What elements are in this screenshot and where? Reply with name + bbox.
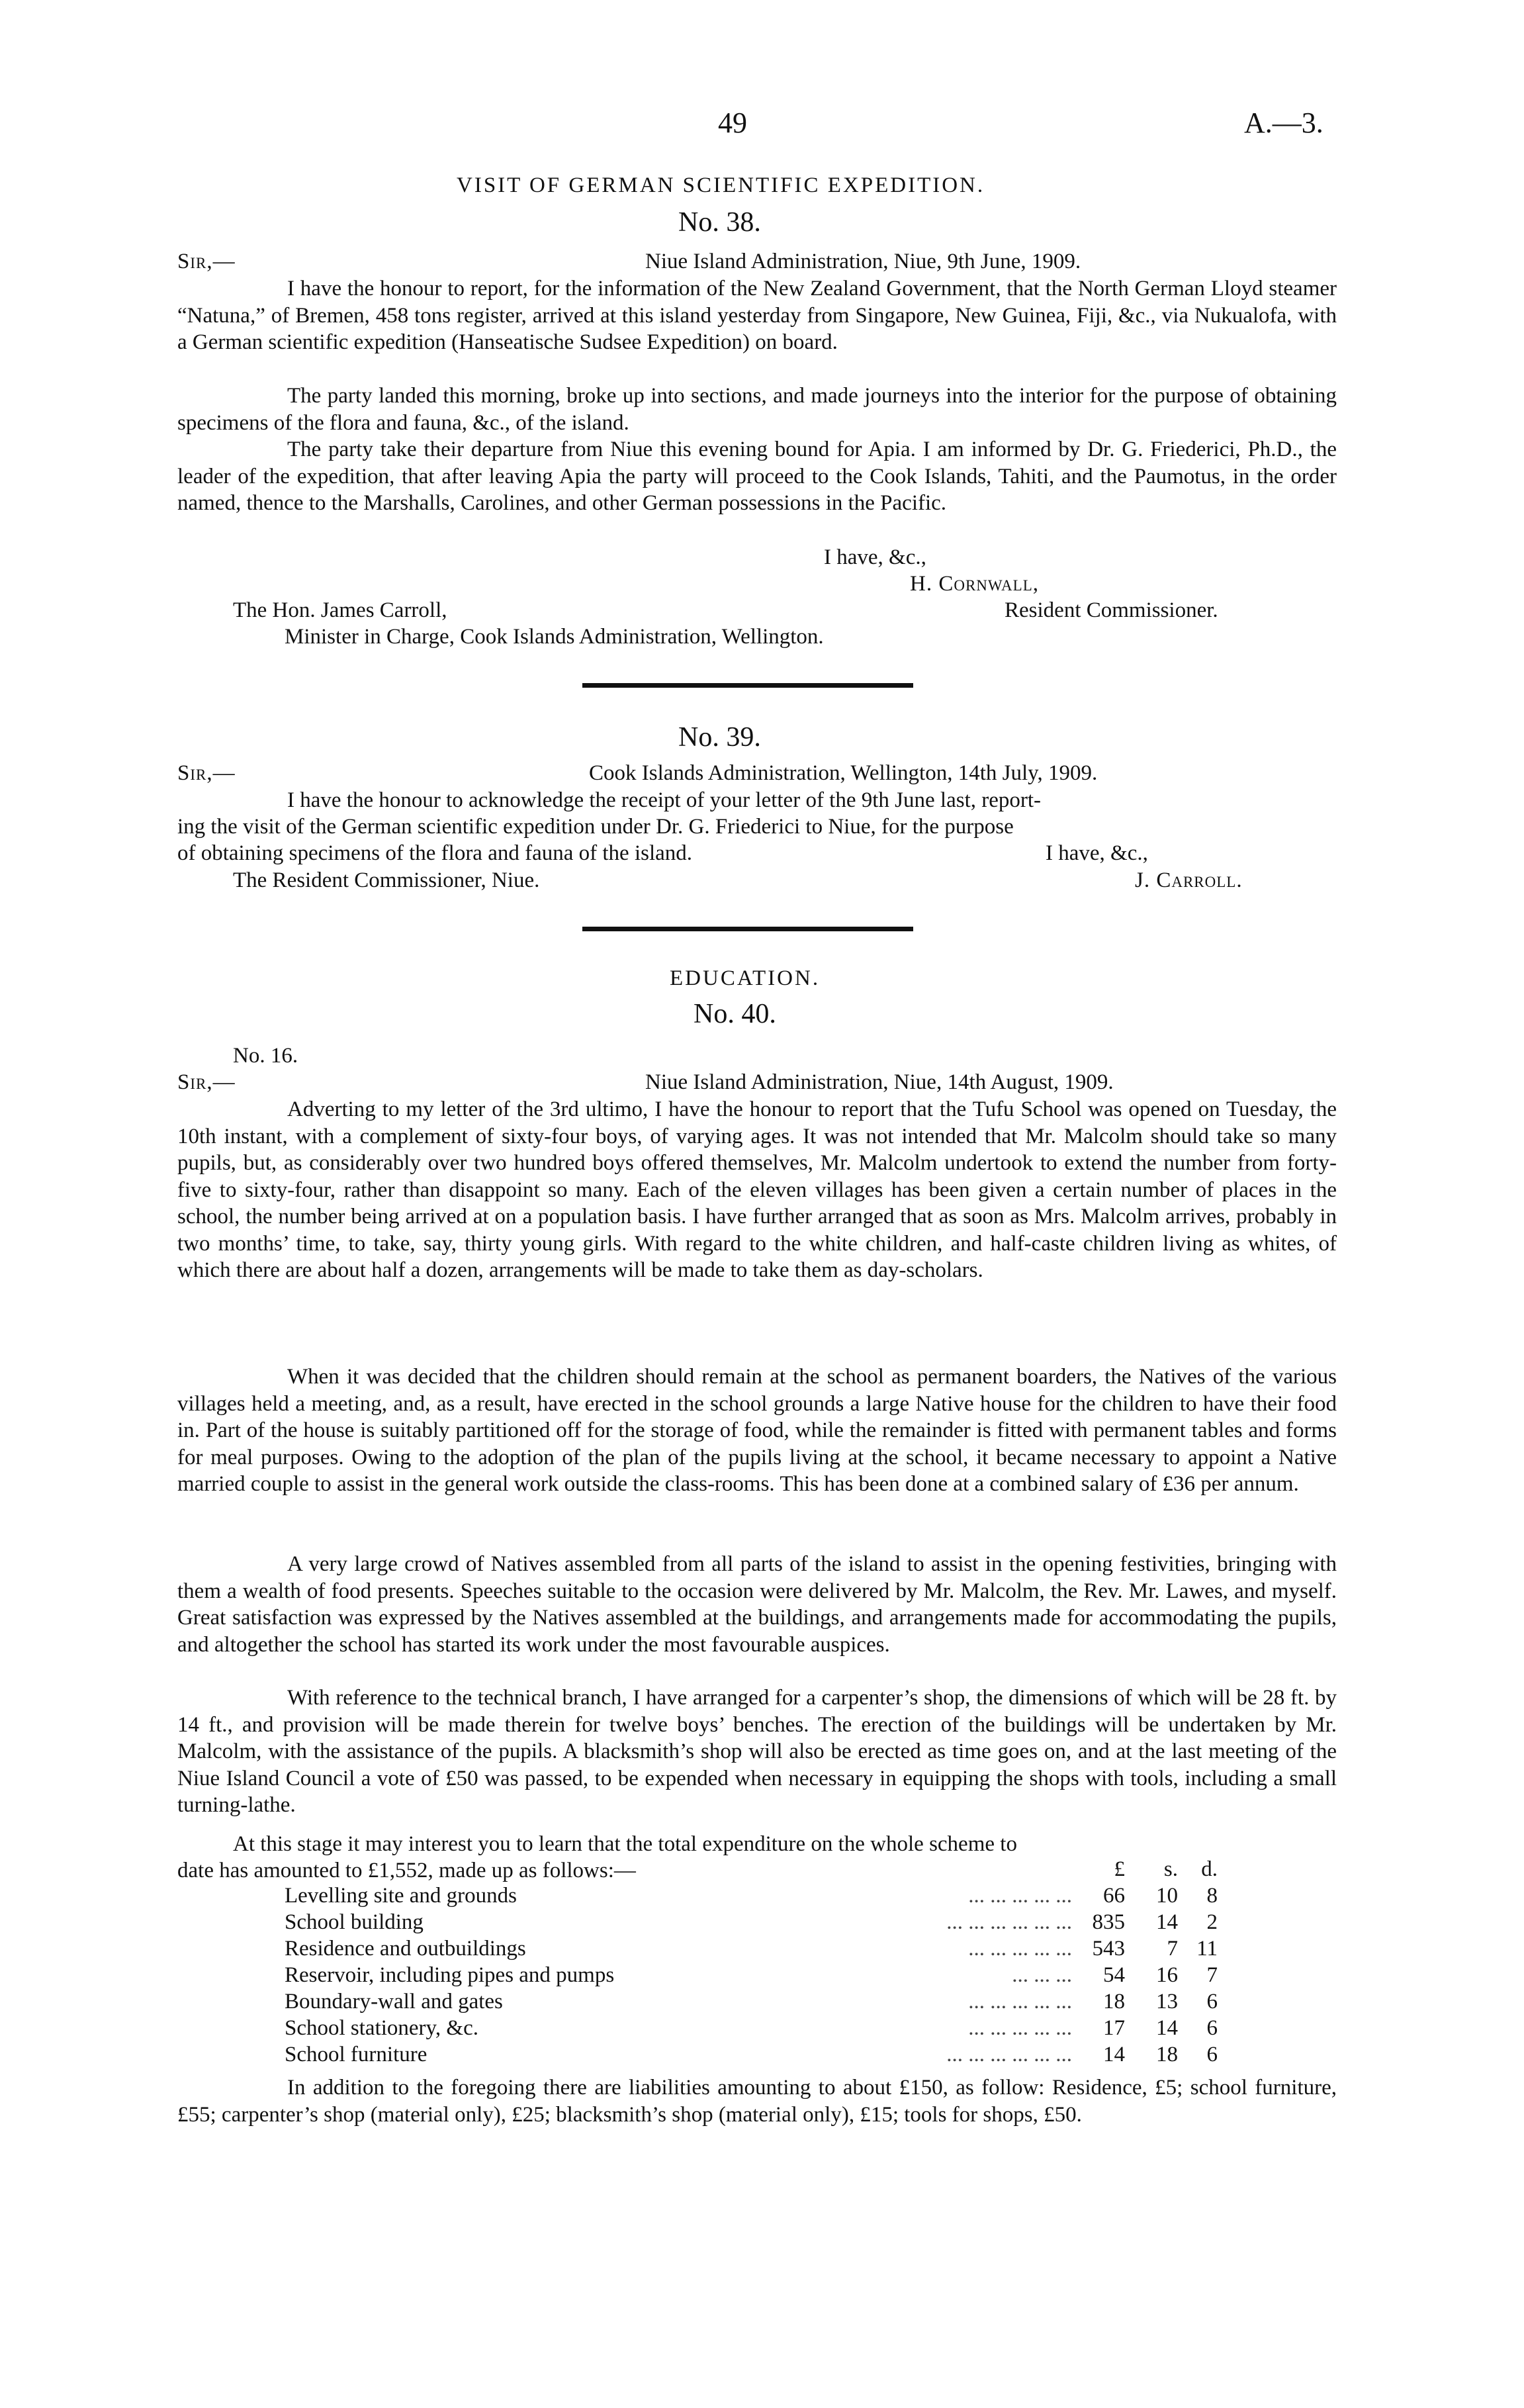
expenditure-row (285, 1963, 1231, 1990)
paragraph: The party landed this morning, broke up into sections, and made journeys into the interior for the purpose of obtaining specimens of the flora and fauna, &c., of the island. (177, 384, 1337, 435)
amount-pence: 11 (1196, 1937, 1218, 1961)
expenditure-row (285, 1990, 1231, 2016)
expenditure-item: School stationery, &c. (285, 2016, 478, 2040)
amount-pounds: 543 (1092, 1937, 1125, 1961)
amount-shillings: 18 (1156, 2043, 1178, 2066)
leader-dots: ... ... ... ... ... (968, 1990, 1072, 2014)
salutation: Sir,— (177, 761, 236, 785)
section-divider (582, 927, 913, 931)
amount-pounds: 835 (1092, 1910, 1125, 1934)
series-reference: A.—3. (1244, 107, 1323, 139)
amount-shillings: 13 (1156, 1990, 1178, 2014)
addressee-line: Minister in Charge, Cook Islands Administration, Wellington. (285, 625, 824, 649)
paragraph: Adverting to my letter of the 3rd ultimo, I have the honour to report that the Tufu School was opened on Tuesday, the 10th instant, with a complement of sixty-four boys, of varying ages. It was not intended that Mr. Malcolm should take so many pupils, but, as considerably over two hundred boys offered themselves, Mr. Malcolm undertook to extend the number from forty-five to sixty-four, rather than disappoint so many. Each of the eleven villages has been given a certain number of places in the school, the number being arrived at on a population basis. I have further arranged that as soon as Mrs. Malcolm arrives, probably in two months’ time, to take, say, thirty young girls. With regard to the white children, and half-caste children living as whites, of which there are about half a dozen, arrangements will be made to take them as day-scholars. (177, 1097, 1337, 1282)
amount-shillings: 16 (1156, 1963, 1178, 1987)
amount-pence: 7 (1206, 1963, 1218, 1987)
leader-dots: ... ... ... ... ... ... (946, 2043, 1072, 2066)
section-title-expedition: VISIT OF GERMAN SCIENTIFIC EXPEDITION. (457, 173, 985, 197)
addressee: The Resident Commissioner, Niue. (233, 868, 540, 892)
expenditure-item: Levelling site and grounds (285, 1884, 517, 1908)
letter-number-39: No. 39. (678, 722, 761, 753)
addressee: The Hon. James Carroll, (233, 598, 447, 622)
amount-pounds: 17 (1103, 2016, 1125, 2040)
leader-dots: ... ... ... ... ... (968, 2016, 1072, 2040)
closing: I have, &c., (1046, 841, 1148, 865)
amount-pounds: 54 (1103, 1963, 1125, 1987)
signer: H. Cornwall, (910, 572, 1040, 596)
signer-title: Resident Commissioner. (1005, 598, 1218, 622)
letter-number-40: No. 40. (694, 999, 776, 1029)
leader-dots: ... ... ... (1012, 1963, 1072, 1987)
page-number: 49 (718, 107, 747, 139)
paragraph: When it was decided that the children should remain at the school as permanent boarders, the Natives of the various villages held a meeting, and, as a result, have erected in the school grounds a large Native house for the children to have their food in. Part of the house is suitably partitioned off for the storage of food, while the remainder is fitted with permanent tables and forms for meal purposes. Owing to the adoption of the plan of the pupils living at the school, it became necessary to appoint a Native married couple to assist in the general work outside the class-rooms. This has been done at a combined salary of £36 per annum. (177, 1365, 1337, 1496)
leader-dots: ... ... ... ... ... (968, 1937, 1072, 1961)
expenditure-intro: date has amounted to £1,552, made up as follows:— (177, 1859, 636, 1882)
amount-pounds: 14 (1103, 2043, 1125, 2066)
dateline: Cook Islands Administration, Wellington, 14th July, 1909. (589, 761, 1098, 785)
pence-column-header: d. (1201, 1857, 1218, 1881)
paragraph: With reference to the technical branch, I have arranged for a carpenter’s shop, the dimensions of which will be 28 ft. by 14 ft., and provision will be made therein for twelve boys’ benches. The erection of the buildings will be undertaken by Mr. Malcolm, with the assistance of the pupils. A blacksmith’s shop will also be erected as time goes on, and at the last meeting of the Niue Island Council a vote of £50 was passed, to be expended when necessary in equipping the shops with tools, including a small turning-lathe. (177, 1686, 1337, 1817)
dateline: Niue Island Administration, Niue, 9th June, 1909. (645, 250, 1081, 273)
section-title-education: EDUCATION. (670, 966, 821, 990)
salutation: Sir,— (177, 250, 236, 273)
expenditure-row (285, 1937, 1231, 1963)
amount-pence: 6 (1206, 1990, 1218, 2014)
body-line: I have the honour to acknowledge the receipt of your letter of the 9th June last, report- (287, 788, 1042, 812)
body-line: of obtaining specimens of the flora and fauna of the island. (177, 841, 693, 865)
expenditure-row (285, 1910, 1231, 1937)
pounds-column-header: £ (1114, 1857, 1125, 1881)
dateline: Niue Island Administration, Niue, 14th August, 1909. (645, 1070, 1114, 1094)
expenditure-row (285, 2043, 1231, 2069)
paragraph: The party take their departure from Niue this evening bound for Apia. I am informed by Dr. G. Friederici, Ph.D., the leader of the expedition, that after leaving Apia the party will proceed to the Cook Islands, Tahiti, and the Paumotus, in the order named, thence to the Marshalls, Carolines, and other German possessions in the Pacific. (177, 438, 1337, 515)
amount-pounds: 66 (1103, 1884, 1125, 1908)
amount-pence: 8 (1206, 1884, 1218, 1908)
expenditure-header (285, 1857, 1231, 1884)
expenditure-intro: At this stage it may interest you to learn that the total expenditure on the whole scheme to (233, 1832, 1017, 1856)
expenditure-row (285, 1884, 1231, 1910)
paragraph: I have the honour to report, for the information of the New Zealand Government, that the North German Lloyd steamer “Natuna,” of Bremen, 458 tons register, arrived at this island yesterday from Singapore, New Guinea, Fiji, &c., via Nukualofa, with a German scientific expedition (Hanseatische Sudsee Expedition) on board. (177, 277, 1337, 354)
expenditure-item: Residence and outbuildings (285, 1937, 526, 1961)
amount-shillings: 14 (1156, 1910, 1178, 1934)
liabilities-paragraph: In addition to the foregoing there are liabilities amounting to about £150, as follow: Residence, £5; school furniture, £55; carpenter’s shop (material only), £25; blacksmith’s shop (material only), £15; tools for shops, £50. (177, 2076, 1337, 2127)
amount-pence: 2 (1206, 1910, 1218, 1934)
letter-number-38: No. 38. (678, 207, 761, 238)
amount-shillings: 10 (1156, 1884, 1178, 1908)
amount-shillings: 14 (1156, 2016, 1178, 2040)
section-divider (582, 683, 913, 688)
expenditure-row (285, 2016, 1231, 2043)
signer: J. Carroll. (1135, 868, 1243, 892)
expenditure-item: Boundary-wall and gates (285, 1990, 503, 2014)
leader-dots: ... ... ... ... ... (968, 1884, 1072, 1908)
salutation: Sir,— (177, 1070, 236, 1094)
expenditure-item: School furniture (285, 2043, 427, 2066)
leader-dots: ... ... ... ... ... ... (946, 1910, 1072, 1934)
paragraph: A very large crowd of Natives assembled from all parts of the island to assist in the opening festivities, bringing with them a wealth of food presents. Speeches suitable to the occasion were delivered by Mr. Malcolm, the Rev. Mr. Lawes, and myself. Great satisfaction was expressed by the Natives assembled at the buildings, and arrangements made for accommodating the pupils, and altogether the school has started its work under the most favourable auspices. (177, 1552, 1337, 1657)
expenditure-item: Reservoir, including pipes and pumps (285, 1963, 615, 1987)
amount-pounds: 18 (1103, 1990, 1125, 2014)
shillings-column-header: s. (1163, 1857, 1178, 1881)
amount-pence: 6 (1206, 2016, 1218, 2040)
body-line: ing the visit of the German scientific expedition under Dr. G. Friederici to Niue, for the purpose (177, 815, 1014, 839)
expenditure-item: School building (285, 1910, 424, 1934)
closing: I have, &c., (824, 545, 926, 569)
amount-shillings: 7 (1167, 1937, 1178, 1961)
reference-number: No. 16. (233, 1044, 298, 1068)
amount-pence: 6 (1206, 2043, 1218, 2066)
